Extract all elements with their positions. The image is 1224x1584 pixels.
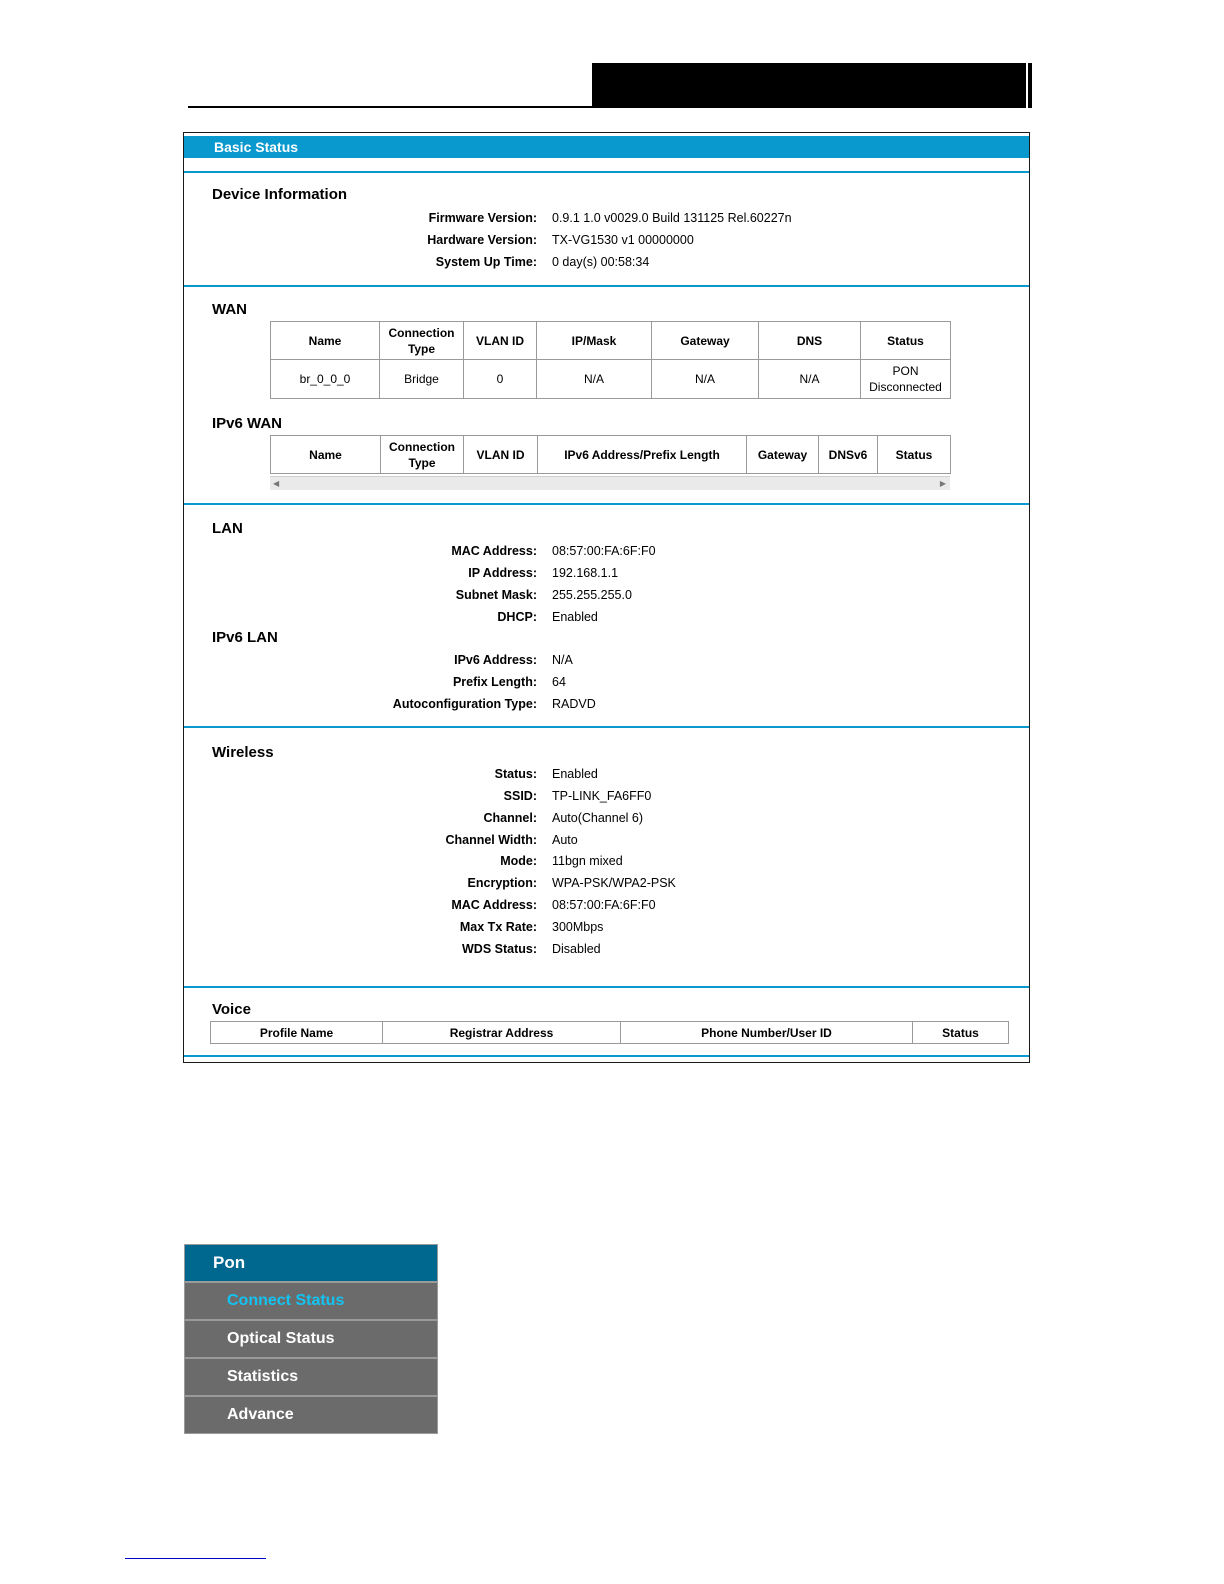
footer-link-underline: [125, 1558, 266, 1559]
field-label: Channel:: [483, 811, 537, 825]
separator: [184, 285, 1029, 287]
field-value: Auto(Channel 6): [552, 811, 644, 825]
separator: [184, 503, 1029, 505]
channel-row: [184, 808, 1029, 828]
separator: [184, 1055, 1029, 1057]
menu-item-statistics[interactable]: Statistics: [185, 1359, 437, 1397]
field-value: RADVD: [552, 697, 596, 711]
field-value: 0 day(s) 00:58:34: [552, 255, 650, 269]
field-label: MAC Address:: [451, 544, 537, 558]
field-label: Encryption:: [467, 876, 537, 890]
wireless-title: Wireless: [212, 744, 274, 761]
field-label: Channel Width:: [445, 833, 537, 847]
separator: [184, 171, 1029, 173]
header-rule: [188, 106, 592, 108]
mode-row: [184, 851, 1029, 871]
field-label: SSID:: [503, 789, 537, 803]
voice-title: Voice: [212, 1001, 251, 1018]
table-cell: N/A: [537, 360, 652, 399]
menu-item-optical-status[interactable]: Optical Status: [185, 1321, 437, 1359]
field-value: 255.255.255.0: [552, 588, 632, 602]
column-header: Connection Type: [381, 436, 464, 474]
device-information-title: Device Information: [212, 186, 348, 203]
scroll-left-icon[interactable]: ◀: [273, 479, 280, 488]
field-label: Subnet Mask:: [455, 588, 537, 602]
column-header: VLAN ID: [464, 436, 538, 474]
column-header: Gateway: [747, 436, 819, 474]
column-header: Gateway: [652, 322, 759, 360]
lan-mac-row: [184, 541, 1029, 561]
prefix-length-row: [184, 672, 1029, 692]
table-header-row: [211, 1022, 1009, 1044]
field-label: MAC Address:: [451, 898, 537, 912]
separator: [184, 986, 1029, 988]
basic-status-panel: [183, 132, 1030, 1063]
field-value: WPA-PSK/WPA2-PSK: [552, 876, 676, 890]
column-header: DNSv6: [819, 436, 878, 474]
column-header: Registrar Address: [383, 1022, 621, 1044]
field-label: Max Tx Rate:: [459, 920, 537, 934]
firmware-version-row: [184, 208, 1029, 228]
autoconfiguration-type-row: [184, 694, 1029, 714]
field-value: 300Mbps: [552, 920, 604, 934]
channel-width-row: [184, 830, 1029, 850]
field-value: 08:57:00:FA:6F:F0: [552, 544, 656, 558]
field-value: Disabled: [552, 942, 601, 956]
separator: [184, 726, 1029, 728]
scroll-right-icon[interactable]: ▶: [939, 479, 946, 488]
field-value: TP-LINK_FA6FF0: [552, 789, 652, 803]
encryption-row: [184, 873, 1029, 893]
field-label: Firmware Version:: [428, 211, 537, 225]
table-header-row: [271, 436, 951, 474]
column-header: IPv6 Address/Prefix Length: [538, 436, 747, 474]
column-header: Status: [913, 1022, 1009, 1044]
ipv6-wan-table: [270, 435, 951, 474]
horizontal-scrollbar[interactable]: [270, 476, 950, 490]
table-cell: PON Disconnected: [861, 360, 951, 399]
field-value: 64: [552, 675, 566, 689]
field-value: N/A: [552, 653, 573, 667]
ipv6-address-row: [184, 650, 1029, 670]
ssid-row: [184, 786, 1029, 806]
field-value: 0.9.1 1.0 v0029.0 Build 131125 Rel.60227n: [552, 211, 792, 225]
field-label: Status:: [494, 767, 537, 781]
ipv6-wan-title: IPv6 WAN: [212, 415, 283, 432]
field-value: TX-VG1530 v1 00000000: [552, 233, 694, 247]
table-header-row: [271, 322, 951, 360]
column-header: Profile Name: [211, 1022, 383, 1044]
lan-subnet-row: [184, 585, 1029, 605]
table-cell: br_0_0_0: [271, 360, 380, 399]
field-value: 08:57:00:FA:6F:F0: [552, 898, 656, 912]
field-label: System Up Time:: [435, 255, 537, 269]
table-cell: 0: [464, 360, 537, 399]
field-label: IPv6 Address:: [454, 653, 537, 667]
column-header: VLAN ID: [464, 322, 537, 360]
header-black-edge: [1028, 63, 1032, 108]
column-header: Name: [271, 322, 380, 360]
field-label: Autoconfiguration Type:: [392, 697, 537, 711]
field-label: IP Address:: [468, 566, 537, 580]
menu-heading[interactable]: Pon: [185, 1245, 437, 1283]
field-value: 192.168.1.1: [552, 566, 619, 580]
wan-table: [270, 321, 951, 399]
panel-title: Basic Status: [184, 136, 1029, 158]
field-label: Mode:: [500, 854, 537, 868]
wireless-status-row: [184, 764, 1029, 784]
voice-table: [210, 1021, 1009, 1044]
menu-item-advance[interactable]: Advance: [185, 1397, 437, 1433]
field-value: Enabled: [552, 767, 598, 781]
header-black-block: [592, 63, 1026, 108]
column-header: Name: [271, 436, 381, 474]
table-row: [271, 360, 951, 399]
column-header: DNS: [759, 322, 861, 360]
table-cell: N/A: [759, 360, 861, 399]
field-label: Hardware Version:: [427, 233, 537, 247]
field-label: DHCP:: [497, 610, 537, 624]
pon-menu: [184, 1244, 438, 1434]
menu-item-connect-status[interactable]: Connect Status: [185, 1283, 437, 1321]
field-label: WDS Status:: [462, 942, 537, 956]
lan-ip-row: [184, 563, 1029, 583]
lan-dhcp-row: [184, 607, 1029, 627]
ipv6-lan-title: IPv6 LAN: [212, 629, 278, 646]
field-value: 11bgn mixed: [552, 854, 623, 868]
system-up-time-row: [184, 252, 1029, 272]
wan-title: WAN: [212, 301, 247, 318]
table-cell: Bridge: [380, 360, 464, 399]
wireless-mac-row: [184, 895, 1029, 915]
table-cell: N/A: [652, 360, 759, 399]
hardware-version-row: [184, 230, 1029, 250]
field-label: Prefix Length:: [452, 675, 537, 689]
field-value: Auto: [552, 833, 578, 847]
column-header: IP/Mask: [537, 322, 652, 360]
lan-title: LAN: [212, 520, 243, 537]
column-header: Status: [861, 322, 951, 360]
column-header: Connection Type: [380, 322, 464, 360]
max-tx-rate-row: [184, 917, 1029, 937]
wds-status-row: [184, 939, 1029, 959]
column-header: Status: [878, 436, 951, 474]
column-header: Phone Number/User ID: [621, 1022, 913, 1044]
field-value: Enabled: [552, 610, 598, 624]
